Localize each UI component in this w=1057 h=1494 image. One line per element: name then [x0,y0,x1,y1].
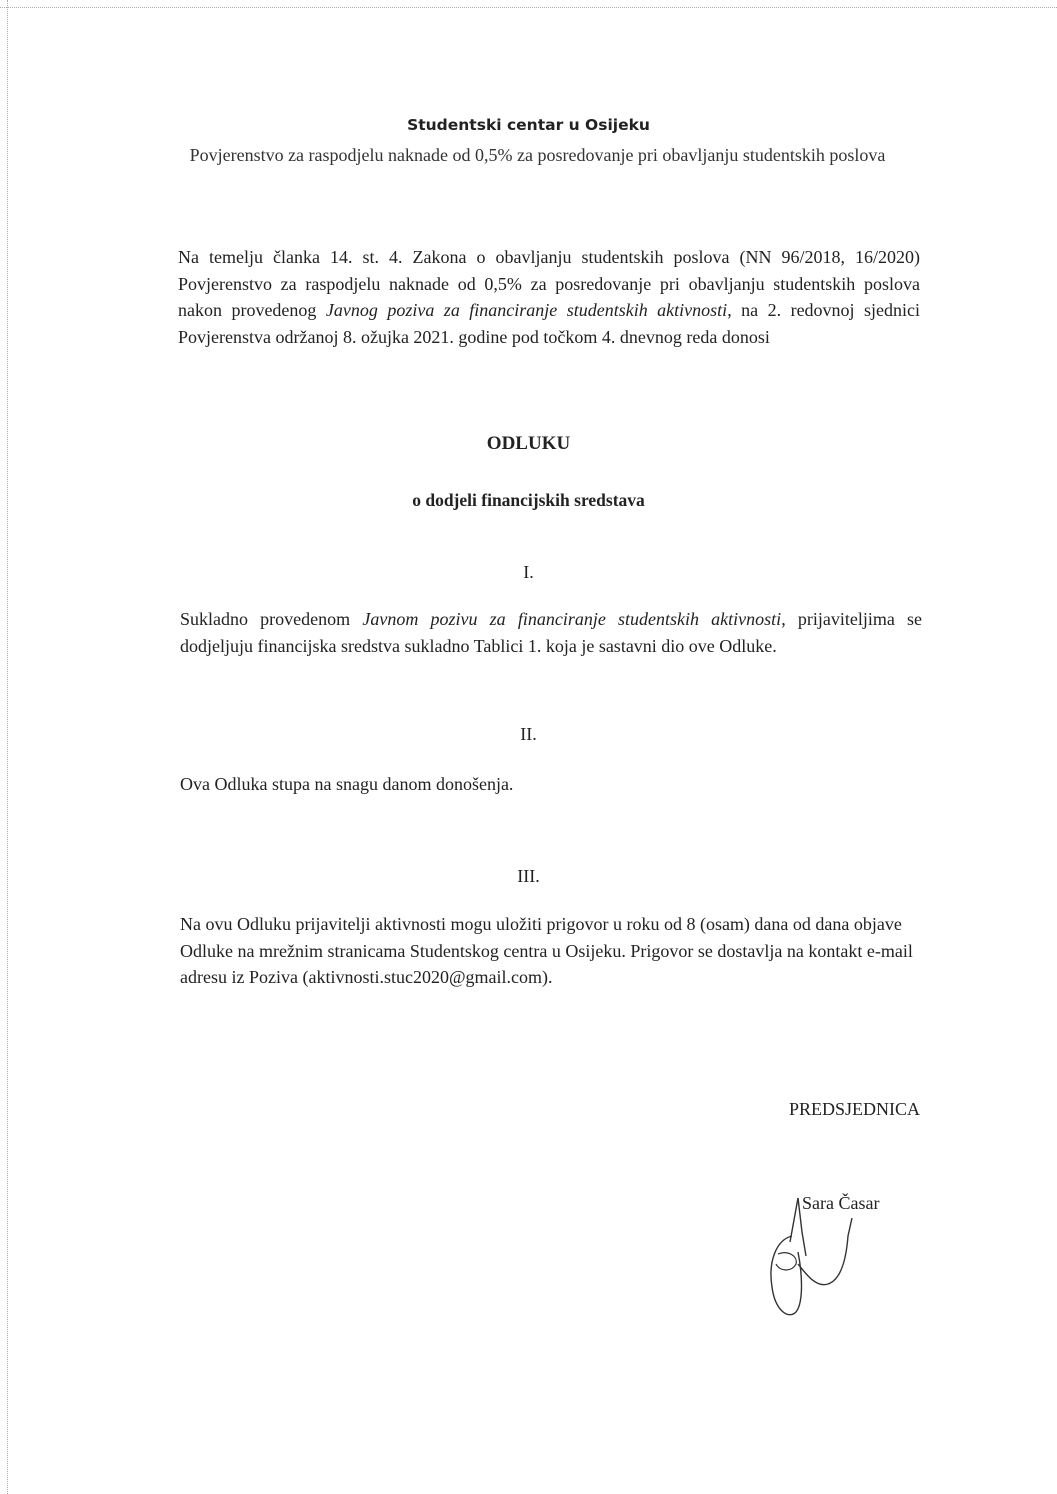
preamble-text-end: , na 2. redovnoj sjednici Povjerenstva održanoj 8. ožujka 2021. godine pod točkom 4. dnevnog reda donosi [178,300,921,347]
organization-name: Studentski centar u Osijeku [407,116,650,134]
section-number-1: I. [523,562,534,582]
handwritten-signature [762,1192,872,1322]
signatory-name: Sara Časar [802,1193,880,1213]
preamble-call-title: Javnog poziva za financiranje studentskih aktivnosti [325,300,728,320]
section-1-call-title: Javnom pozivu za financiranje studentskih aktivnosti [362,609,782,629]
preamble-paragraph [178,244,920,350]
signature-title: PREDSJEDNICA [788,1099,920,1119]
scan-border-left [7,0,8,1494]
decision-title: ODLUKU [486,433,571,454]
section-1-text-start: Sukladno provedenom [180,609,363,629]
section-text-1 [180,606,922,659]
preamble-text-start: Na temelju članka 14. st. 4. Zakona o obavljanju studentskih poslova (NN 96/2018, 16/2020) Povjerenstvo za raspodjelu naknade od 0,5% za posredovanje pri obavljanju studentskih poslova nakon provedenog [178,247,920,320]
section-number-2: II. [520,724,537,744]
decision-subtitle: o dodjeli financijskih sredstava [412,490,645,510]
section-1-text-end: , prijaviteljima se dodjeljuju financijska sredstva sukladno Tablici 1. koja je sastavni dio ove Odluke. [180,609,923,656]
committee-name: Povjerenstvo za raspodjelu naknade od 0,5% za posredovanje pri obavljanju studentskih poslova [189,145,886,165]
section-number-3: III. [517,866,540,886]
scan-border-top [0,7,1057,8]
section-text-3: Na ovu Odluku prijavitelji aktivnosti mogu uložiti prigovor u roku od 8 (osam) dana od dana objave Odluke na mrežnim stranicama Studentskog centra u Osijeku. Prigovor se dostavlja na kontakt e-mail adresu iz Poziva (aktivnosti.stuc2020@gmail.com). [180,914,913,987]
section-text-2: Ova Odluka stupa na snagu danom donošenja. [180,774,514,794]
